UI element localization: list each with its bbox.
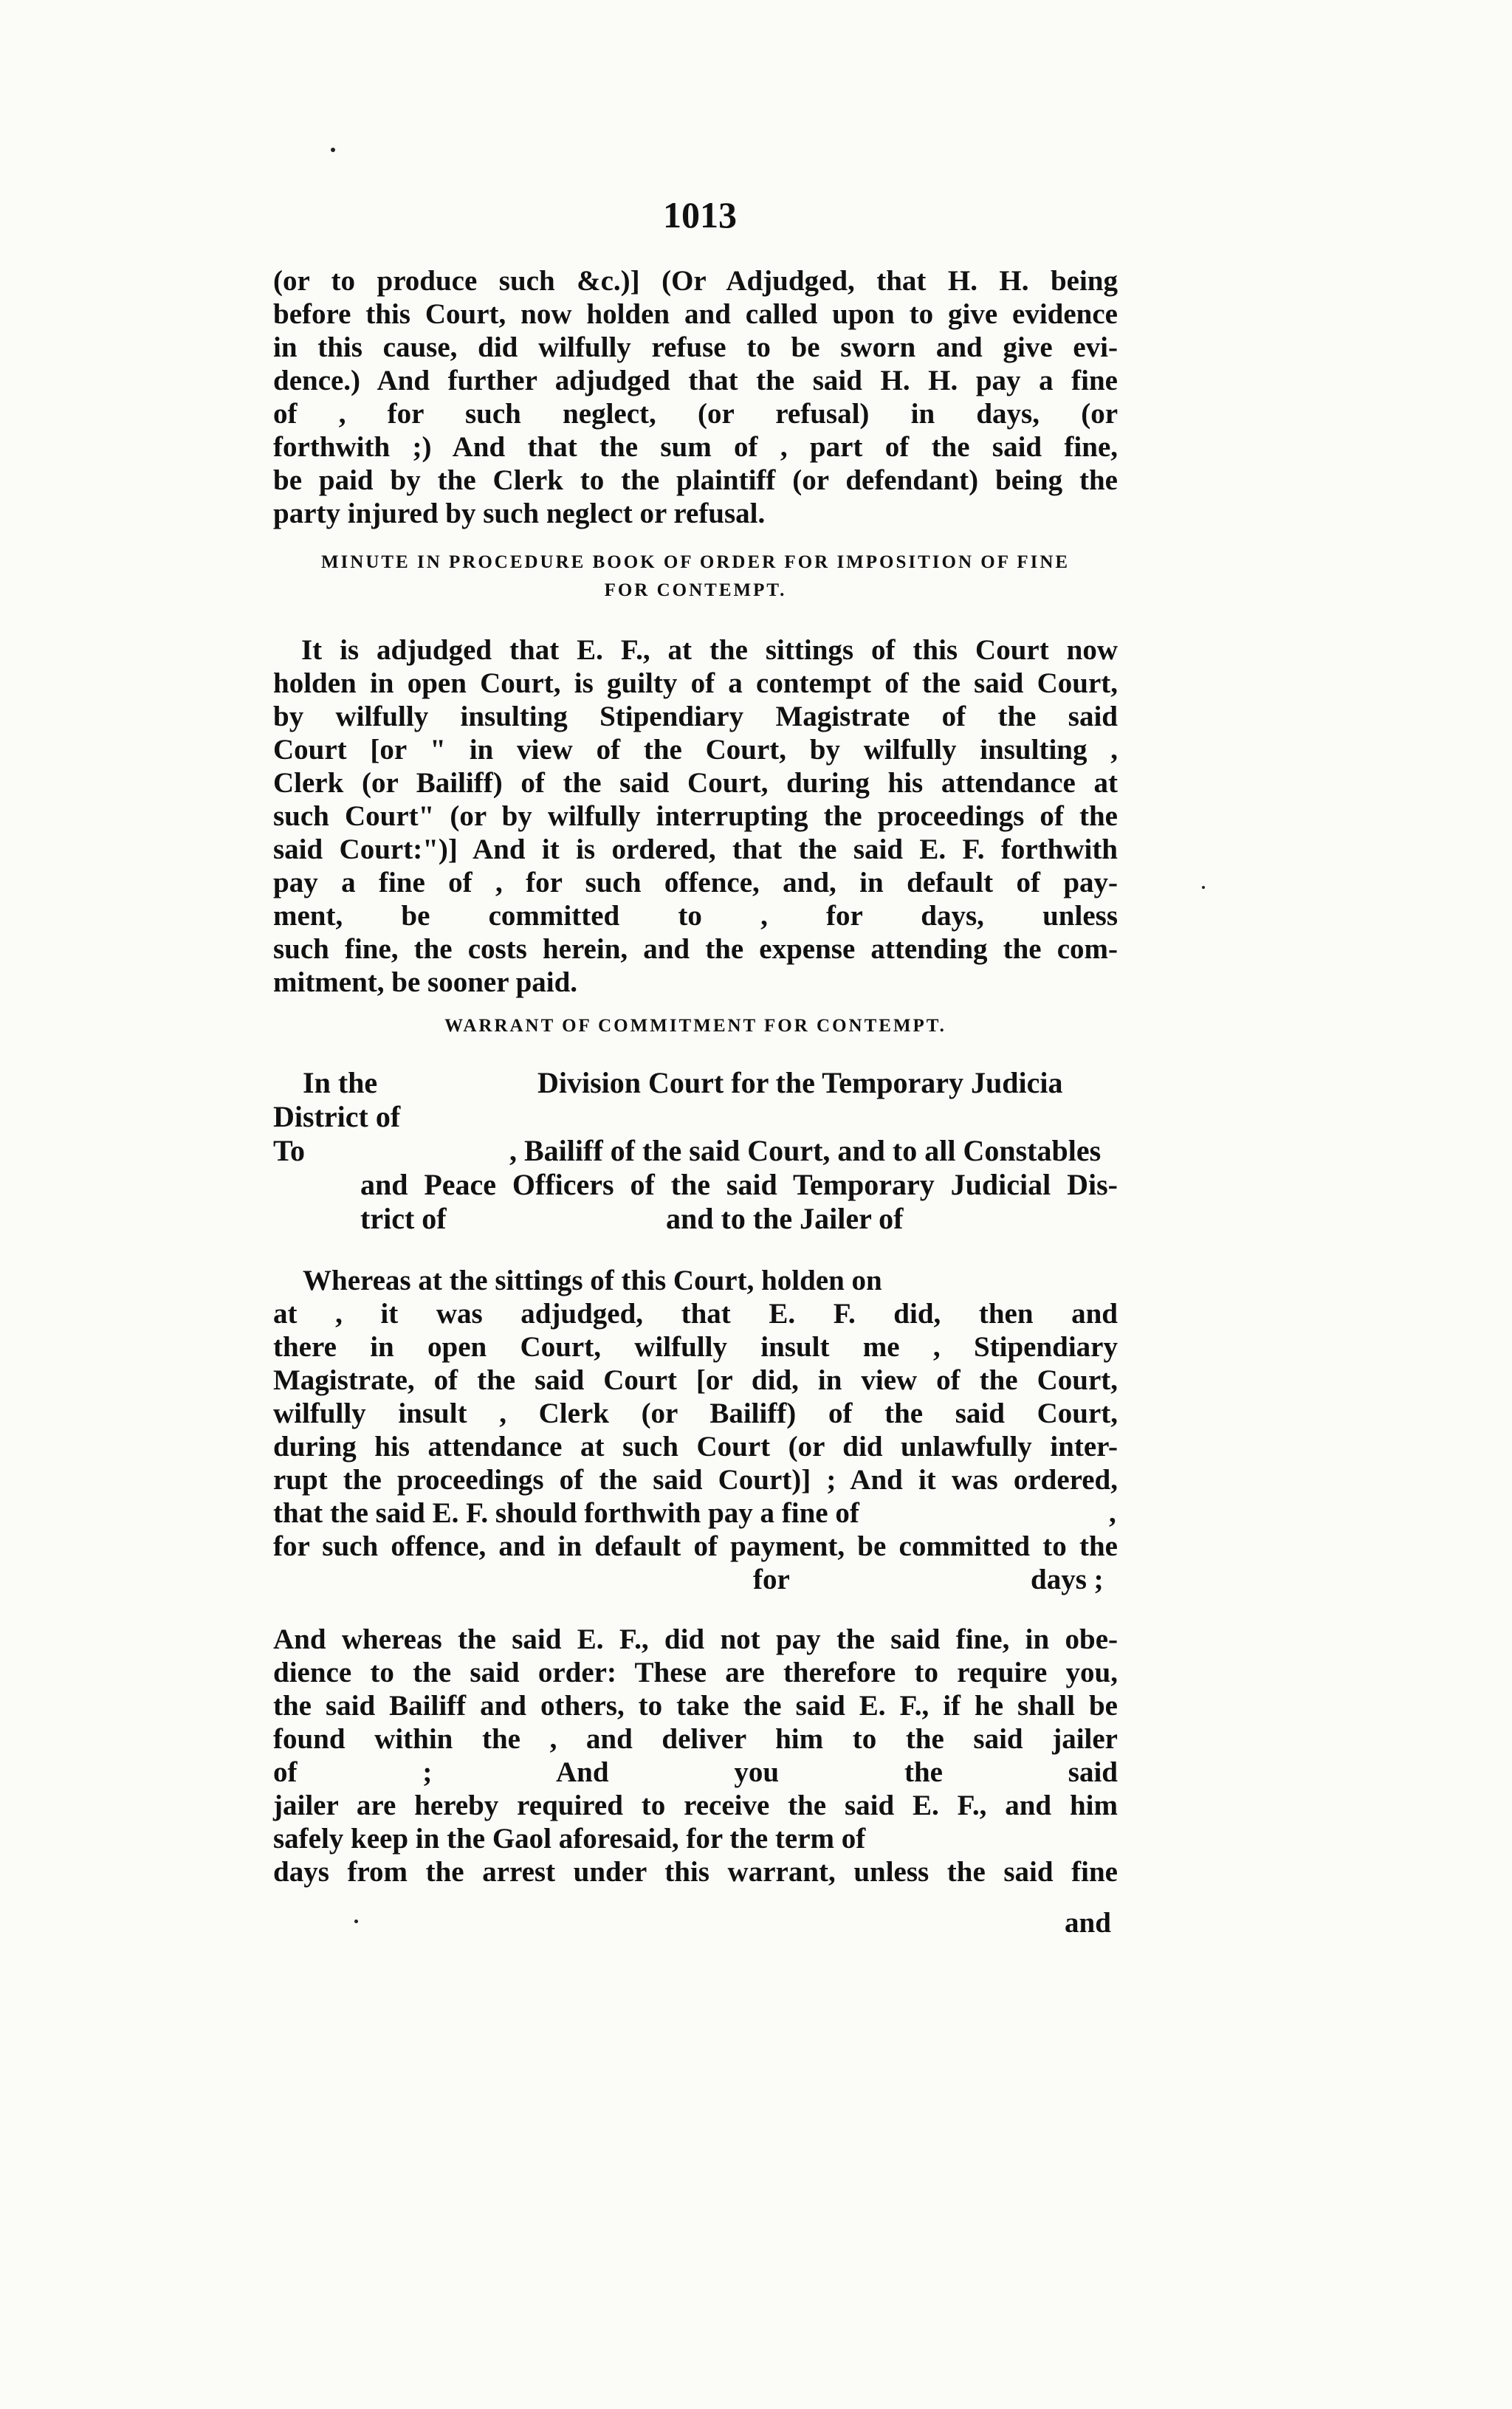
text-line: It is adjudged that E. F., at the sittings of this Court now — [301, 634, 1118, 666]
text-line: dence.) And further adjudged that the said H. H. pay a fine — [273, 365, 1118, 396]
text-line: such fine, the costs herein, and the expense attending the com- — [273, 933, 1118, 965]
text-line: mitment, be sooner paid. — [273, 966, 578, 998]
text-line: found within the , and deliver him to the said jailer — [273, 1723, 1118, 1755]
text-line: the said Bailiff and others, to take the said E. F., if he shall be — [273, 1690, 1118, 1722]
scan-speck — [331, 148, 335, 152]
text-line: dience to the said order: These are therefore to require you, — [273, 1657, 1118, 1688]
text-line: pay a fine of , for such offence, and, in default of pay- — [273, 867, 1118, 898]
text-line: of , for such neglect, (or refusal) in days, (or — [273, 398, 1118, 430]
text-trict-of: trict of — [360, 1202, 447, 1235]
text-to: To — [273, 1134, 306, 1167]
section-heading-minute: MINUTE IN PROCEDURE BOOK OF ORDER FOR IMPOSITION OF FINE — [320, 552, 1071, 572]
text-line: Magistrate, of the said Court [or did, in view of the Court, — [273, 1364, 1118, 1396]
text-peace-officers: and Peace Officers of the said Temporary Judicial Dis- — [360, 1168, 1118, 1201]
text-line: that the said E. F. should forthwith pay a fine of — [273, 1497, 859, 1529]
text-line: before this Court, now holden and called upon to give evidence — [273, 298, 1118, 330]
text-line: in this cause, did wilfully refuse to be sworn and give evi- — [273, 331, 1118, 363]
section-heading-minute-cont: FOR CONTEMPT. — [604, 580, 787, 600]
text-bailiff: , Bailiff of the said Court, and to all Constables — [509, 1134, 1102, 1167]
text-line: of ; And you the said — [273, 1756, 1118, 1788]
text-line: jailer are hereby required to receive the said E. F., and him — [273, 1790, 1118, 1821]
text-line: ment, be committed to , for days, unless — [273, 900, 1118, 932]
text-line: days from the arrest under this warrant, unless the said fine — [273, 1856, 1118, 1888]
text-line: for such offence, and in default of payment, be committed to the — [273, 1530, 1118, 1562]
catchword: and — [1065, 1907, 1111, 1939]
text-line: Whereas at the sittings of this Court, holden on — [303, 1265, 882, 1296]
text-line: forthwith ;) And that the sum of , part of the said fine, — [273, 431, 1118, 463]
text-line: said Court:")] And it is ordered, that the said E. F. forthwith — [273, 834, 1118, 865]
text-line: by wilfully insulting Stipendiary Magistrate of the said — [273, 701, 1118, 732]
text-line: And whereas the said E. F., did not pay the said fine, in obe- — [273, 1623, 1118, 1655]
text-jailer-of: and to the Jailer of — [666, 1202, 904, 1235]
text-district-of: District of — [273, 1100, 401, 1133]
text-days: days ; — [1031, 1564, 1104, 1595]
text-line: wilfully insult , Clerk (or Bailiff) of the said Court, — [273, 1398, 1118, 1429]
text-for: for — [753, 1564, 790, 1595]
text-in-the: In the — [303, 1066, 378, 1099]
scan-speck — [354, 1920, 358, 1923]
text-line: there in open Court, wilfully insult me , Stipendiary — [273, 1331, 1118, 1363]
text-line: during his attendance at such Court (or did unlawfully inter- — [273, 1431, 1118, 1463]
text-line: holden in open Court, is guilty of a contempt of the said Court, — [273, 667, 1118, 699]
text-line: Court [or " in view of the Court, by wilfully insulting , — [273, 734, 1118, 766]
text-line: party injured by such neglect or refusal. — [273, 498, 766, 529]
text-line: such Court" (or by wilfully interrupting the proceedings of the — [273, 800, 1118, 832]
text-comma: , — [1109, 1497, 1116, 1529]
text-line: at , it was adjudged, that E. F. did, then and — [273, 1298, 1118, 1330]
scan-speck — [1202, 886, 1205, 889]
page-number: 1013 — [663, 194, 737, 236]
text-line: (or to produce such &c.)] (Or Adjudged, that H. H. being — [273, 265, 1118, 297]
text-line: be paid by the Clerk to the plaintiff (or defendant) being the — [273, 464, 1118, 496]
text-line: safely keep in the Gaol aforesaid, for the term of — [273, 1823, 866, 1855]
text-line: Clerk (or Bailiff) of the said Court, during his attendance at — [273, 767, 1118, 799]
text-line: rupt the proceedings of the said Court)] ; And it was ordered, — [273, 1464, 1118, 1496]
text-court-name: Division Court for the Temporary Judicia — [537, 1066, 1063, 1099]
section-heading-warrant: WARRANT OF COMMITMENT FOR CONTEMPT. — [444, 1016, 946, 1036]
